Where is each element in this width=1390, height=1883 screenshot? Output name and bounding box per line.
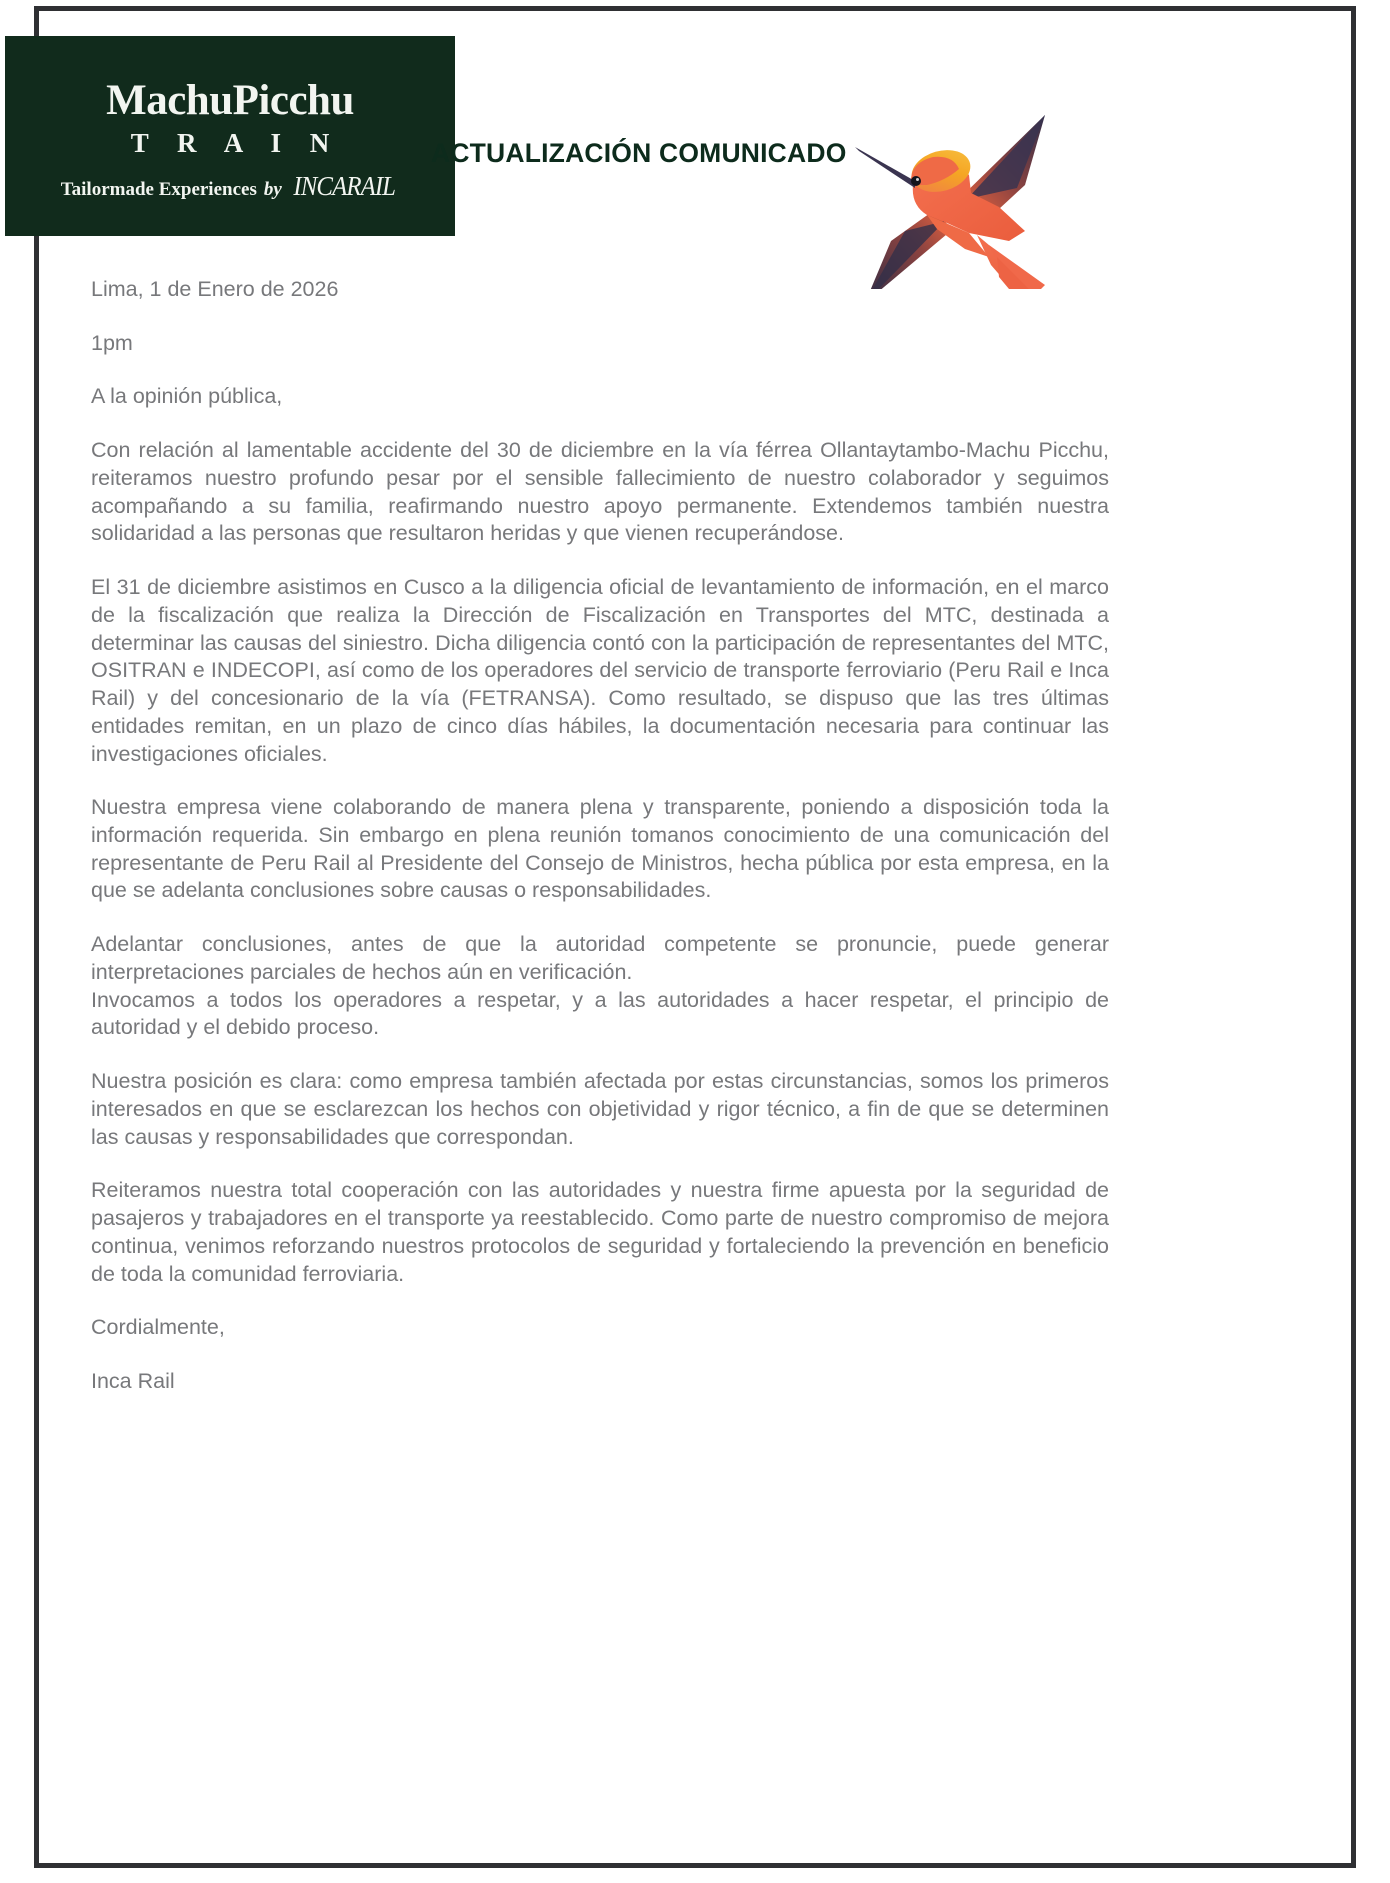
letter-paragraph-5: Invocamos a todos los operadores a respetar, y a las autoridades a hacer respetar, el principio de autoridad y el debido proceso. [91,987,1109,1040]
logo-brand-name: MachuPicchu [106,76,354,124]
machupicchu-train-logo [5,36,455,236]
letter-paragraph-3: Nuestra empresa viene colaborando de manera plena y transparente, poniendo a disposición toda la información requerida. Sin embargo en plena reunión tomanos conocimiento de una comunicación del representante de Peru Rail al Presidente del Consejo de Ministros, hecha pública por esta empresa, en la que se adelanta conclusiones sobre causas o responsabilidades. [91,795,1109,903]
document-frame [34,6,1356,1868]
logo-tagline-text: Tailormade Experiences [60,178,257,200]
letter-signature: Inca Rail [91,1369,175,1394]
logo-tagline-brand: INCARAIL [293,170,395,201]
letter-salutation: A la opinión pública, [91,384,283,409]
letter-place-date: Lima, 1 de Enero de 2026 [91,277,339,301]
letter-closing: Cordialmente, [91,1315,225,1340]
page-title: ACTUALIZACIÓN COMUNICADO [431,138,847,168]
hummingbird-icon [849,89,1109,289]
letter-paragraph-4: Adelantar conclusiones, antes de que la autoridad competente se pronuncie, puede generar interpretaciones parciales de hechos aún en verificación. [91,932,1109,984]
letter-paragraph-2: El 31 de diciembre asistimos en Cusco a la diligencia oficial de levantamiento de información, en el marco de la fiscalización que realiza la Dirección de Fiscalización en Transportes del MTC, destinada a determinar las causas del siniestro. Dicha diligencia contó con la participación de representantes del MTC, OSITRAN e INDECOPI, así como de los operadores del servicio de transporte ferroviario (Peru Rail e Inca Rail) y del concesionario de la vía (FETRANSA). Como resultado, se dispuso que las tres últimas entidades remitan, en un plazo de cinco días hábiles, la documentación necesaria para continuar las investigaciones oficiales. [91,575,1109,766]
logo-tagline [60,170,400,201]
logo-brand-subtitle: T R A I N [130,127,341,158]
letter-paragraph-7: Reiteramos nuestra total cooperación con las autoridades y nuestra firme apuesta por la seguridad de pasajeros y trabajadores en el transporte ya reestablecido. Como parte de nuestro compromiso de mejora continua, venimos reforzando nuestros protocolos de seguridad y fortaleciendo la prevención en beneficio de toda la comunidad ferroviaria. [91,1178,1109,1286]
letter-paragraph-1: Con relación al lamentable accidente del 30 de diciembre en la vía férrea Ollantaytambo-Machu Picchu, reiteramos nuestro profundo pesar por el sensible fallecimiento de nuestro colaborador y seguimos acompañando a su familia, reafirmando nuestro apoyo permanente. Extendemos también nuestra solidaridad a las personas que resultaron heridas y que vienen recuperándose. [91,438,1109,546]
letter-time: 1pm [91,330,133,355]
letter-body [91,276,1109,1422]
letter-paragraph-6: Nuestra posición es clara: como empresa también afectada por estas circunstancias, somos los primeros interesados en que se esclarezcan los hechos con objetividad y rigor técnico, a fin de que se determinen las causas y responsabilidades que correspondan. [91,1069,1109,1149]
logo-tagline-by: by [263,178,282,200]
document-content [39,11,1351,1863]
letterhead [39,11,1351,251]
